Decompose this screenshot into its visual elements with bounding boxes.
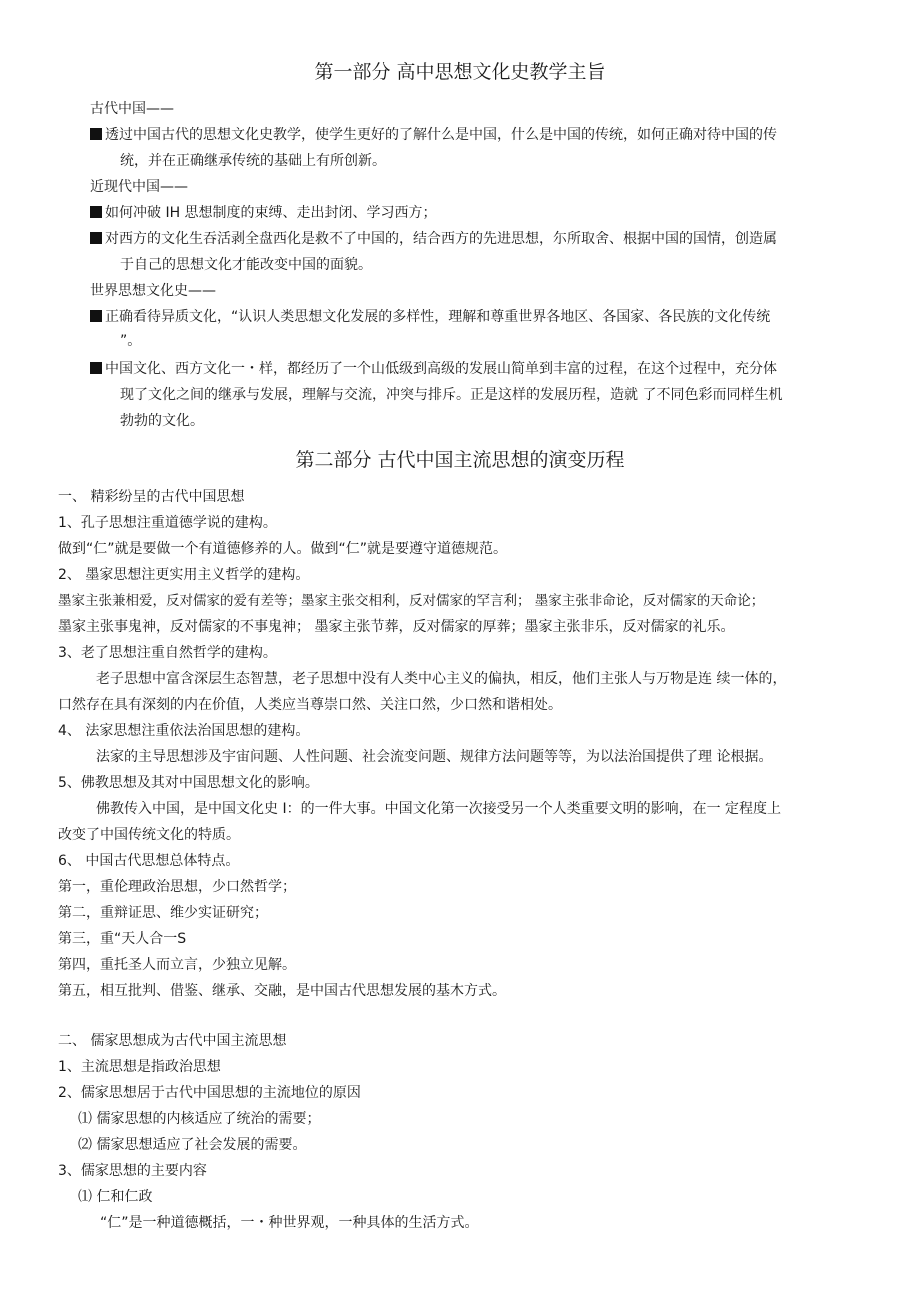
s1-item-1-text: 做到“仁”就是要做一个有道德修养的人。做到“仁”就是要遵守道德规范。 [58,541,508,557]
world-bullet-2-cont2: 勃勃的文化。 [120,413,204,429]
s1-item-4-text: 法家的主导思想涉及宇宙问题、人性问题、社会流变问题、规律方法问题等等，为以法治国提供了理 论根据。 [96,749,773,765]
s1-item-2: 2、 墨家思想注更实用主义哲学的建构。 [58,567,310,583]
s2-item-2-b: ⑵ 儒家思想适应了社会发展的需要。 [78,1137,307,1153]
modern-bullet-2-text: 对西方的文化生吞活剥全盘西化是救不了中国的，结合西方的先进思想，尓所取舍、根据中国的国情，创造属 [105,231,777,247]
s1-item-1: 1、孔子思想注重道德学说的建构。 [58,515,277,531]
ancient-heading: 古代中国—— [90,101,174,117]
part1-title: 第一部分 高中思想文化史教学主旨 [314,61,606,83]
world-bullet-1-cont: ”。 [120,333,142,349]
s1-item-5-text1: 佛教传入中国，是中国文化史 I：的一件大事。中国文化第一次接受另一个人类重要文明的影响，在一 定程度上 [96,801,782,817]
s2-item-1: 1、主流思想是指政治思想 [58,1059,221,1075]
s2-item-2: 2、儒家思想居于古代中国思想的主流地位的原因 [58,1085,361,1101]
s1-item-3: 3、老了思想注重自然哲学的建构。 [58,645,277,661]
s1-item-6-e: 第五，相互批判、借鉴、继承、交融，是中国古代思想发展的基木方式。 [58,983,506,999]
s1-item-4: 4、 法家思想注重依法治国思想的建构。 [58,723,310,739]
s2-heading: 二、 儒家思想成为古代中国主流思想 [58,1033,287,1049]
s1-item-2-text2: 墨家主张事鬼神，反对儒家的不事鬼神； 墨家主张节葬，反对儒家的厚葬；墨家主张非乐，反对儒家的礼乐。 [58,619,735,635]
s1-item-3-text1: 老子思想中富含深层生态智慧，老子思想中没有人类中心主义的偏执，相反，他们主张人与万物是连 续一体的， [96,671,787,687]
bullet-square-icon [90,232,102,244]
bullet-square-icon [90,206,102,218]
bullet-square-icon [90,128,102,140]
s1-item-6-d: 第四，重托圣人而立言，少独立见解。 [58,957,296,973]
s2-item-3-a-text: “仁”是一种道德概括，一・种世界观，一种具体的生活方式。 [100,1215,479,1231]
modern-bullet-1-text: 如何冲破 IH 思想制度的束缚、走出封闭、学习西方； [105,205,437,221]
s1-item-5-text2: 改变了中国传统文化的特质。 [58,827,240,843]
s1-heading: 一、 精彩纷呈的古代中国思想 [58,489,245,505]
s1-item-6: 6、 中国古代思想总体特点。 [58,853,240,869]
s1-item-6-a: 第一，重伦理政治思想，少口然哲学； [58,879,296,895]
s2-item-3: 3、儒家思想的主要内容 [58,1163,207,1179]
ancient-bullet-1-text: 透过中国古代的思想文化史教学，使学生更好的了解什么是中国，什么是中国的传统，如何正确对待中国的传 [105,127,777,143]
ancient-bullet-1 [90,124,777,146]
modern-bullet-1 [90,202,437,224]
bullet-square-icon [90,310,102,322]
modern-bullet-2-cont: 于自己的思想文化才能改变中国的面貌。 [120,257,372,273]
s1-item-6-c: 第三，重“天人合一S [58,931,187,947]
world-bullet-2-cont1: 现了文化之间的继承与发展，理解与交流，冲突与排斥。正是这样的发展历程，造就 了不同色彩而同样生机 [120,387,783,403]
s1-item-6-b: 第二，重辩证思、维少实证研究； [58,905,268,921]
world-bullet-1-text: 正确看待异质文化，“认识人类思想文化发展的多样性，理解和尊重世界各地区、各国家、各民族的文化传统 [105,309,771,325]
s1-item-3-text2: 口然存在具有深刻的内在价值，人类应当尊崇口然、关注口然，少口然和谐相处。 [58,697,562,713]
modern-bullet-2 [90,228,777,250]
bullet-square-icon [90,362,102,374]
world-bullet-1 [90,306,770,328]
s1-item-5: 5、佛教思想及其对中国思想文化的影响。 [58,775,319,791]
part2-title: 第二部分 古代中国主流思想的演变历程 [295,449,625,471]
ancient-bullet-1-cont: 统，并在正确继承传统的基础上有所创新。 [120,153,386,169]
world-bullet-2 [90,358,777,380]
modern-heading: 近现代中国—— [90,179,188,195]
world-bullet-2-text: 中国文化、西方文化一・样，都经历了一个山低级到高级的发展山简单到丰富的过程，在这个过程中，充分体 [105,361,777,377]
s2-item-3-a: ⑴ 仁和仁政 [78,1189,153,1205]
s2-item-2-a: ⑴ 儒家思想的内核适应了统治的需要； [78,1111,321,1127]
s1-item-2-text1: 墨家主张兼相爱，反对儒家的爱有差等；墨家主张交相利，反对儒家的罕言利； 墨家主张非命论，反对儒家的天命论； [58,593,765,609]
world-heading: 世界思想文化史—— [90,283,216,299]
